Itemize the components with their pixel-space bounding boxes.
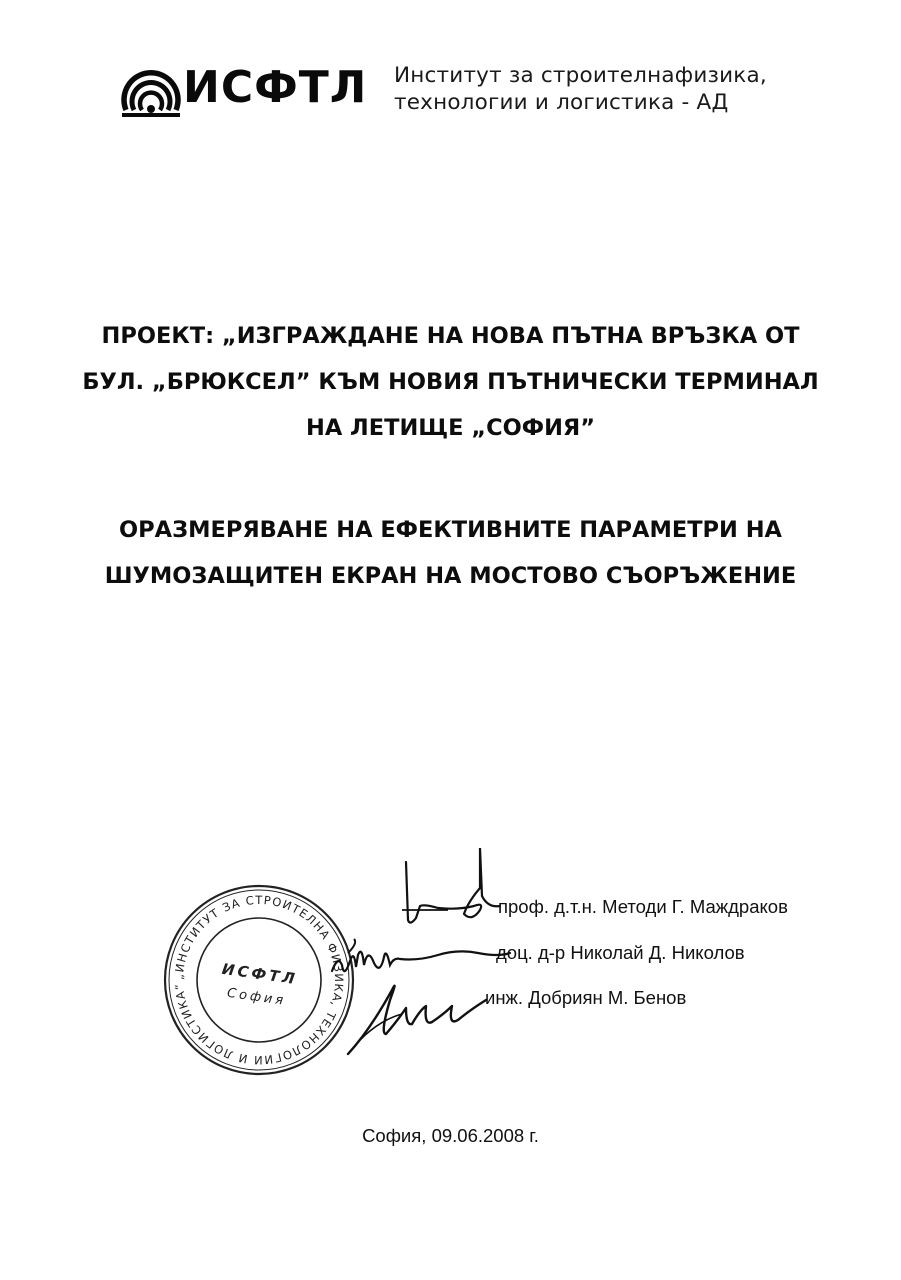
place-and-date: София, 09.06.2008 г. bbox=[362, 1125, 539, 1146]
project-title-line: ПРОЕКТ: „ИЗГРАЖДАНЕ НА НОВА ПЪТНА ВРЪЗКА ОТ bbox=[101, 323, 800, 349]
signatory-name: доц. д-р Николай Д. Николов bbox=[496, 942, 745, 963]
signature-3-icon bbox=[340, 970, 490, 1060]
project-title-line: БУЛ. „БРЮКСЕЛ” КЪМ НОВИЯ ПЪТНИЧЕСКИ ТЕРМИНАЛ bbox=[82, 369, 819, 395]
stamp-ring-text: „ИНСТИТУТ ЗА СТРОИТЕЛНА ФИЗИКА, ТЕХНОЛОГИИ И ЛОГИСТИКА“ bbox=[171, 892, 347, 1068]
stamp-center-line-1: ИСФТЛ bbox=[220, 959, 299, 989]
stamp-center-line-2: София bbox=[226, 985, 288, 1009]
subject-title-line: ШУМОЗАЩИТЕН ЕКРАН НА МОСТОВО СЪОРЪЖЕНИЕ bbox=[104, 563, 797, 589]
signatory-name: проф. д.т.н. Методи Г. Маждраков bbox=[498, 896, 788, 917]
logo-rings-icon bbox=[118, 60, 188, 120]
subject-title-line: ОРАЗМЕРЯВАНЕ НА ЕФЕКТИВНИТЕ ПАРАМЕТРИ НА bbox=[119, 517, 782, 543]
project-title-line: НА ЛЕТИЩЕ „СОФИЯ” bbox=[305, 415, 596, 441]
logo-wordmark: ИСФТЛ bbox=[183, 62, 368, 113]
institute-name-line-1: Институт за строителнафизика, bbox=[394, 63, 767, 88]
institute-name bbox=[394, 62, 767, 116]
signatory-name: инж. Добриян М. Бенов bbox=[485, 987, 687, 1008]
subject-title bbox=[60, 507, 841, 599]
project-title bbox=[60, 313, 841, 451]
signature-1-icon bbox=[388, 848, 508, 928]
institute-name-line-2: технологии и логистика - АД bbox=[394, 90, 729, 115]
